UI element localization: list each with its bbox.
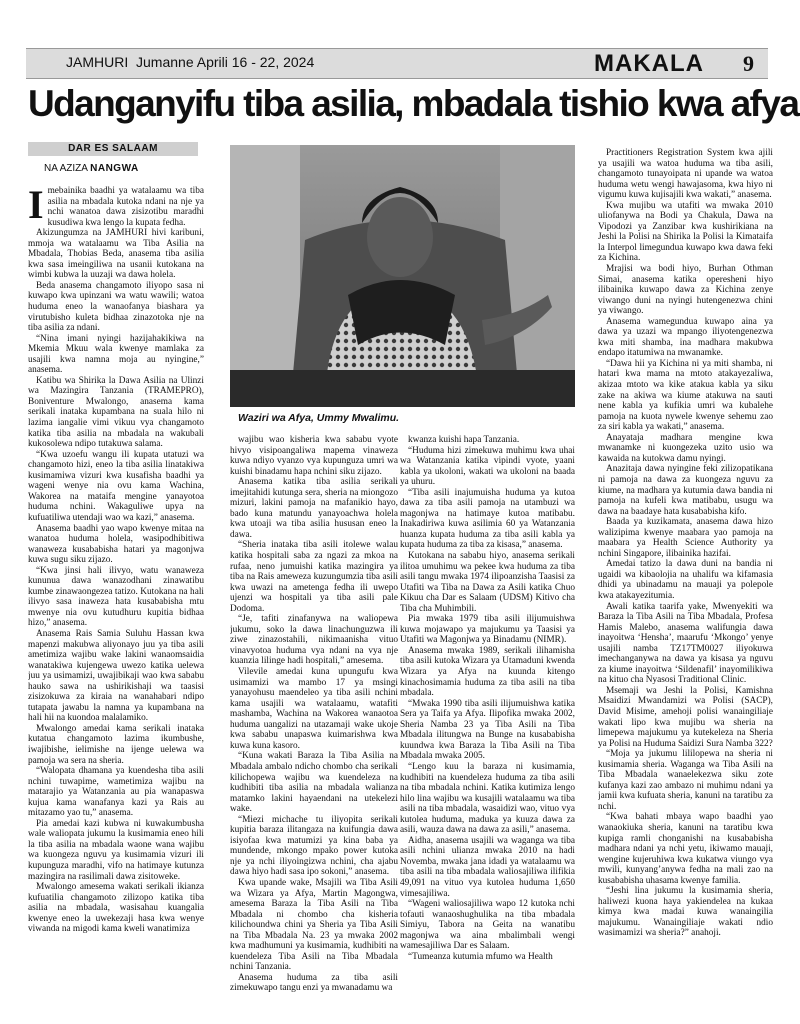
paragraph: kwanza kuishi hapa Tanzania. <box>408 435 520 445</box>
page-number: 9 <box>743 51 754 76</box>
paragraph: Anasema Rais Samia Suluhu Hassan kwa mapenzi makubwa aliyonayo juu ya tiba asili ametimiza wajibu wake lakini wanaomsaidia wanatakiwa kujengewa uwezo katika uelewa juu ya usimamizi, uwajibikaji wao kwa sababu hauko sawa na ushirikishaji wa taasisi zisizokuwa za kiraia na wanahabari ndipo tutapata jawabu la namna ya kupambana na hali hii na kuondoa malalamiko. <box>28 628 204 724</box>
article-column-3 <box>400 435 575 1007</box>
paragraph: Baada ya kuzikamata, anasema dawa hizo walizipima kwenye maabara yao pamoja na maabara ya Health Science Authority ya nchini Singapore, ilibainika hazifai. <box>598 517 773 559</box>
drop-cap: I <box>28 186 44 227</box>
paragraph: Mwalongo amedai kama serikali inataka kutatua changamoto lazima ikumbushe, iwajibishe, ielimishe na ijenge uelewa wa pamoja wa sera na sheria. <box>28 723 204 766</box>
paragraph: “Nina imani nyingi hazijahakikiwa na Mkemia Mkuu wala kwenye mamlaka za usajili kwa namna moja au nyingine,” anasema. <box>28 333 204 376</box>
byline <box>44 163 139 174</box>
paragraph: Pia amedai kazi kubwa ni kuwakumbusha wale waliopata jukumu la kusimamia eneo hili la tiba asilia na mbadala waone wana wajibu wa kuongeza nguvu ya kusimamia vizuri ili kupunguza maradhi, vifo na hatimaye kutunza mazingira na rasilimali dawa zisitoweke. <box>28 818 204 882</box>
paragraph: “Dawa hii ya Kichina ni ya miti shamba, ni hatari kwa mama na mtoto atakayezaliwa, akizaa mtoto wa kike atakua kabla ya siku zake na akiwa wa kiume atakuwa na sauti nene kabla ya kufikia umri wa kubalehe pamoja na kuota nywele kwenye sehemu zao za siri kabla ya wakati,” anasema. <box>598 358 773 433</box>
page-header <box>26 48 768 79</box>
paragraph: mebainika baadhi ya watalaamu wa tiba asilia na mbadala kutoka ndani na nje ya nchi wanatoa dawa zisizotibu maradhi kusudiwa kwa lengo la kupata fedha. <box>47 186 204 228</box>
paragraph: Mrajisi wa bodi hiyo, Burhan Othman Simai, anasema katika operesheni hiyo ilibainika kuwapo dawa za Kichina zenye viwango duni na nyingi hutengenezwa chini ya viwango. <box>598 264 773 317</box>
paragraph: “Lengo kuu la baraza ni kusimamia, kudhibiti na kuendeleza huduma za tiba asili na tiba mbadala nchini. Katika kutimiza lengo hilo lina wajibu wa kusajili watalaamu wa tiba asili na tiba mbadala, wasaidizi wao, vituo vya kutolea huduma, maduka ya kuuza dawa za asili, wauza dawa na dawa za asili,” anasema. <box>400 761 575 836</box>
paragraph: Anasema huduma za tiba asili zimekuwapo tangu enzi ya mwanadamu wa <box>230 972 398 994</box>
paragraph: Anasema baadhi yao wapo kwenye mitaa na wanatoa huduma holela, wasipodhibitiwa wanaweza kusababisha hatari ya magonjwa kuwa sugu siku zijazo. <box>28 523 204 566</box>
header-meta <box>66 54 314 70</box>
section-label: MAKALA <box>594 50 704 77</box>
byline-name: NANGWA <box>90 163 139 174</box>
publication-name: JAMHURI <box>66 54 129 70</box>
article-column-1 <box>28 186 204 1006</box>
paragraph: “Je, tafiti zinafanywa na waliopewa jukumu, soko la dawa linachunguzwa ili ziwe zinazostahili, nikimaanisha vituo vinavyotoa huduma vya ndani na vya nje kuanzia lilinge hadi hospitali,” amesema. <box>230 614 398 667</box>
paragraph: Amedai tatizo la dawa duni na bandia ni ugaidi wa kibaolojia na uhalifu wa kifamasia dhidi ya ubinadamu na mauaji ya polepole kwa atakayezitumia. <box>598 559 773 601</box>
paragraph: Anasema mwaka 1989, serikali ilihamisha tiba asili kutoka Wizara ya Utamaduni kwenda Wizara ya Afya na kuunda kitengo kinachosimamia huduma za tiba asili na tiba mbadala. <box>400 645 575 699</box>
article-column-2 <box>230 435 398 1007</box>
paragraph: “Miezi michache tu iliyopita serikali kupitia baraza ilitangaza na kuifungia dawa isiyofaa kwa matumizi ya kina baba ya mundende, mkongo mpako power kutoka nje ya nchi iliyoingizwa nchini, cha ajabu dawa hiyo hadi sasa ipo sokoni,” anasema. <box>230 814 398 878</box>
paragraph: Aidha, anasema usajili wa waganga wa tiba asili nchini ulianza mwaka 2010 na hadi Novemba, mwaka jana idadi ya watalaamu wa tiba asili na tiba mbadala waliosajiliwa ilifikia 49,091 na vituo vya kutolea huduma 1,650 vimesajiliwa. <box>400 835 575 899</box>
paragraph: Practitioners Registration System kwa ajili ya usajili wa watoa huduma wa tiba asili, changamoto tunayoipata ni upande wa watoa huduma wetu wengi hawajasoma, kwa hiyo ni vigumu kuwa kujisajili kwa wakati,” anasema. <box>598 148 773 201</box>
paragraph: Anasema wamegundua kuwapo aina ya dawa ya uzazi wa mpango iliyotengenezwa kwa miti shamba, ina madhara makubwa endapo itatumiwa na mwanamke. <box>598 316 773 359</box>
paragraph: Pia mwaka 1979 tiba asili ilijumuishwa kuwa mojawapo ya majukumu ya Taasisi ya Utafiti wa Magonjwa ya Binadamu (NIMR). <box>400 614 575 646</box>
paragraph: wajibu wao kisheria kwa sababu vyote hivyo visipoangaliwa mapema vinaweza kuwa ndiyo vyanzo vya kupunguza umri wa kuishi binadamu hapa nchini siku zijazo. <box>230 435 398 477</box>
paragraph: Msemaji wa Jeshi la Polisi, Kamishna Msaidizi Mwandamizi wa Polisi (SACP), David Misime, amehoji polisi wanaingiliaje wakati lipo kwa mujibu wa sheria na limepewa majukumu ya kutekeleza na Sheria ya Polisi na Huduma Saidizi Sura Namba 322? <box>598 685 773 749</box>
paragraph: Anayataja madhara mengine kwa mwanamke ni kuongezeka uzito usio wa kawaida na kutokwa damu nyingi. <box>598 432 773 464</box>
paragraph: Beda anasema changamoto iliyopo sasa ni kuwapo kwa upinzani wa watu wawili; watoa huduma eneo la wanaofanya biashara ya virutubisho kuleta bidhaa zinazotoka nje na tiba asilia za ndani. <box>28 280 204 334</box>
minister-portrait-image <box>230 145 575 407</box>
paragraph: “Kwa uzoefu wangu ili kupata utatuzi wa changamoto hizi, eneo la tiba asilia linatakiwa kusimamiwa vizuri kwa kusafisha baadhi ya wageni wenye nia ovu kama Wachina, Wakorea na mataifa mengine yanayotoa huduma nchini. Wakaguliwe upya na kufuatiliwa utendaji wao wa kazi,” anasema. <box>28 449 204 523</box>
paragraph: Mwalongo amesema wakati serikali ikianza kufuatilia changamoto zilizopo katika tiba asilia na mbadala, wasisahau kuangalia kwenye eneo la uwekezaji hasa kwa wenye viwanda na migodi kama kweli wanatimiza <box>28 882 204 935</box>
paragraph: “Moja ya jukumu lililopewa na sheria ni kusimamia sheria. Waganga wa Tiba Asili na Tiba Mbadala wanaelekezwa siku zote kufanya kazi zao ambazo ni muhimu ndani ya jamii kwa kufuata sheria, kanuni na taratibu za nchi. <box>598 749 773 812</box>
paragraph: “Sheria inataka tiba asili itolewe walau katika hospitali saba za ngazi za mkoa na rufaa, neno jumuishi katika mazingira ya tiba na Rais ameweza kuzungumzia tiba asili kwa uwazi na ametenga fedha ili uwepo ujenzi wa hospitali ya tiba asili pale Dodoma. <box>230 540 398 614</box>
column-1-body <box>28 186 204 935</box>
paragraph: “Mwaka 1990 tiba asili ilijumuishwa katika Sera ya Taifa ya Afya. Ilipofika mwaka 2002, Sheria Namba 23 ya Tiba Asili na Tiba Mbadala ilitungwa na Bunge na kusababisha kuundwa kwa Baraza la Tiba Asili na Tiba Mbadala mwaka 2005. <box>400 698 575 762</box>
issue-date: Jumanne Aprili 16 - 22, 2024 <box>136 54 315 70</box>
paragraph: “Tiba asili inajumuisha huduma ya kutoa dawa za tiba asili pamoja na utambuzi wa magonjwa na hatimaye kutoa matibabu. Inakadiriwa kuwa asilimia 60 ya Watanzania huanza kupata huduma za tiba asili kabla ya kupata huduma za tiba za kisasa,” anasema. <box>400 487 575 551</box>
article-photo <box>230 145 575 407</box>
paragraph: Katibu wa Shirika la Dawa Asilia na Ulinzi wa Mazingira Tanzania (TRAMEPRO), Boniventure Mwalongo, anasema kama serikali inataka kupambana na suala hilo ni lazima iangalie vimi vikuu vya changamoto katika tiba asilia na mbadala na wakubali kukosolewa ndipo tutakuwa salama. <box>28 375 204 450</box>
headline: Udanganyifu tiba asilia, mbadala tishio kwa afya <box>28 83 799 124</box>
article-column-4 <box>598 148 773 1006</box>
photo-caption: Waziri wa Afya, Ummy Mwalimu. <box>238 412 400 424</box>
paragraph: Kwa mujibu wa utafiti wa mwaka 2010 uliofanywa na Bodi ya Chakula, Dawa na Vipodozi ya Zanzibar kwa kushirikiana na Jeshi la Polisi na Shirika la Polisi la Kimataifa la Interpol limegundua kuwapo kwa dawa feki za Kichina. <box>598 200 773 264</box>
paragraph: “Jeshi lina jukumu la kusimamia sheria, haliwezi kuona haya yakiendelea na kukaa kimya kwa madai kuwa wanaingilia majukumu. Wanaingiliaje wakati ndio wasimamizi wa sheria?” anahoji. <box>598 886 773 939</box>
paragraph: “Kwa bahati mbaya wapo baadhi yao wanaokiuka sheria, kanuni na taratibu kwa kupiga ramli chonganishi na kusababisha madhara ndani ya nchi yetu, ikiwamo mauaji, wengine kujeruhiwa kwa kukatwa viungo vya mwili, kunyang’anywa fedha na mali zao na kusababisha uhasama kwenye familia. <box>598 812 773 886</box>
paragraph: Anazitaja dawa nyingine feki zilizopatikana ni pamoja na dawa za kuongeza nguvu za kiume, na madhara ya kutumia dawa bandia ni pamoja na kufeli kwa matibabu, usugu wa dawa na baadaye hata kusababisha kifo. <box>598 464 773 517</box>
dateline: DAR ES SALAAM <box>28 142 198 156</box>
paragraph: Kwa upande wake, Msajili wa Tiba Asili wa Wizara ya Afya, Martin Magongwa, amesema Baraza la Tiba Asili na Tiba Mbadala ni chombo cha kisheria kilichoundwa chini ya Sheria ya Tiba Asili na Tiba Mbadala Na. 23 ya mwaka 2002 kwa madhumuni ya kusimamia, kudhibiti na kuendeleza Tiba Asili na Tiba Mbadala nchini Tanzania. <box>230 877 398 973</box>
paragraph: Vilevile amedai kuna upungufu kwa usimamizi wa mambo 17 ya msingi yanayohusu maendeleo ya tiba asili nchini kama usajili wa watalaamu, watafiti mashamba, Wachina na Wakorea wanaotoa huduma uangalizi na utazamaji wake ukoje kwa sababu unapaswa kuimarishwa kwa kuwa kuna kasoro. <box>230 667 398 751</box>
byline-prefix: NA AZIZA <box>44 163 88 174</box>
paragraph: “Wageni waliosajiliwa wapo 12 kutoka nchi tofauti wanaoshughulika na tiba mbadala Simiyu, Tabora na Geita na wanatibu magonjwa wa aina mbalimbali wengi wamesajiliwa Dar es Salaam. <box>400 899 575 952</box>
paragraph: Kutokana na sababu hiyo, anasema serikali ilitoa umuhimu wa pekee kwa huduma za tiba asili tangu mwaka 1974 ilipoanzisha Taasisi za Utafiti wa Tiba na Dawa za Asili katika Chuo Kikuu cha Dar es Salaam (UDSM) Kitivo cha Tiba cha Muhimbili. <box>400 551 575 614</box>
paragraph: Akizungumza na JAMHURI hivi karibuni, mmoja wa watalaamu wa Tiba Asilia na Mbadala, Thobias Beda, anasema tiba asilia kwa sasa imeingiliwa na usanii kutokana na wimbi kubwa la uuzaji wa dawa holela. <box>28 228 204 281</box>
paragraph: “Tumeanza kutumia mfumo wa Health <box>408 951 553 962</box>
paragraph: “Walopata dhamana ya kuendesha tiba asili nchini tuwapime, wametimiza wajibu na matarajio ya Watanzania au pia wanapaswa kujua kama wanafanya kazi ya Rais au mitazamo yao tu,” anasema. <box>28 766 204 819</box>
paragraph: “Kwa jinsi hali ilivyo, watu wanaweza kununua dawa wanazodhani zinawatibu kumbe zinawaongezea tatizo. Kutokana na hali ilivyo sasa inaweza hata kusababisha mtu mwenye nia ovu kutudhuru kupitia bidhaa hizo,” anasema. <box>28 565 204 629</box>
paragraph: “Kuna wakati Baraza la Tiba Asilia na Mbadala ambalo ndicho chombo cha serikali kilichopewa wajibu wa kuendeleza na kudhibiti tiba asilia na mbadala walianza matamko lakini hayaendani na utekelezi wake. <box>230 751 398 815</box>
paragraph: Anasema katika tiba asilia serikali imejitahidi kutunga sera, sheria na miongozo mizuri, lakini pamoja na mafanikio hayo, bado kuna matundu yanayoachwa holela kwa utoaji wa tiba asilia hususan eneo la dawa. <box>230 477 398 540</box>
paragraph: Awali katika taarifa yake, Mwenyekiti wa Baraza la Tiba Asili na Tiba Mbadala, Profesa Hamis Malebo, anasema walifungia dawa inayoitwa ‘Hensha’, maarufu ‘Mkongo’ yenye usajili namba TZ17TM0027 iliyokuwa imechanganywa na dawa ya kisasa ya nguvu za kiume inayoitwa ‘Sildenafil’ inayomilikiwa na kituo cha Nyasosi Traditional Clinic. <box>598 601 773 686</box>
paragraph: “Huduma hizi zimekuwa muhimu kwa uhai wa Watanzania katika vipindi vyote, yaani kabla ya ukoloni, wakati wa ukoloni na baada ya uhuru. <box>400 445 575 488</box>
